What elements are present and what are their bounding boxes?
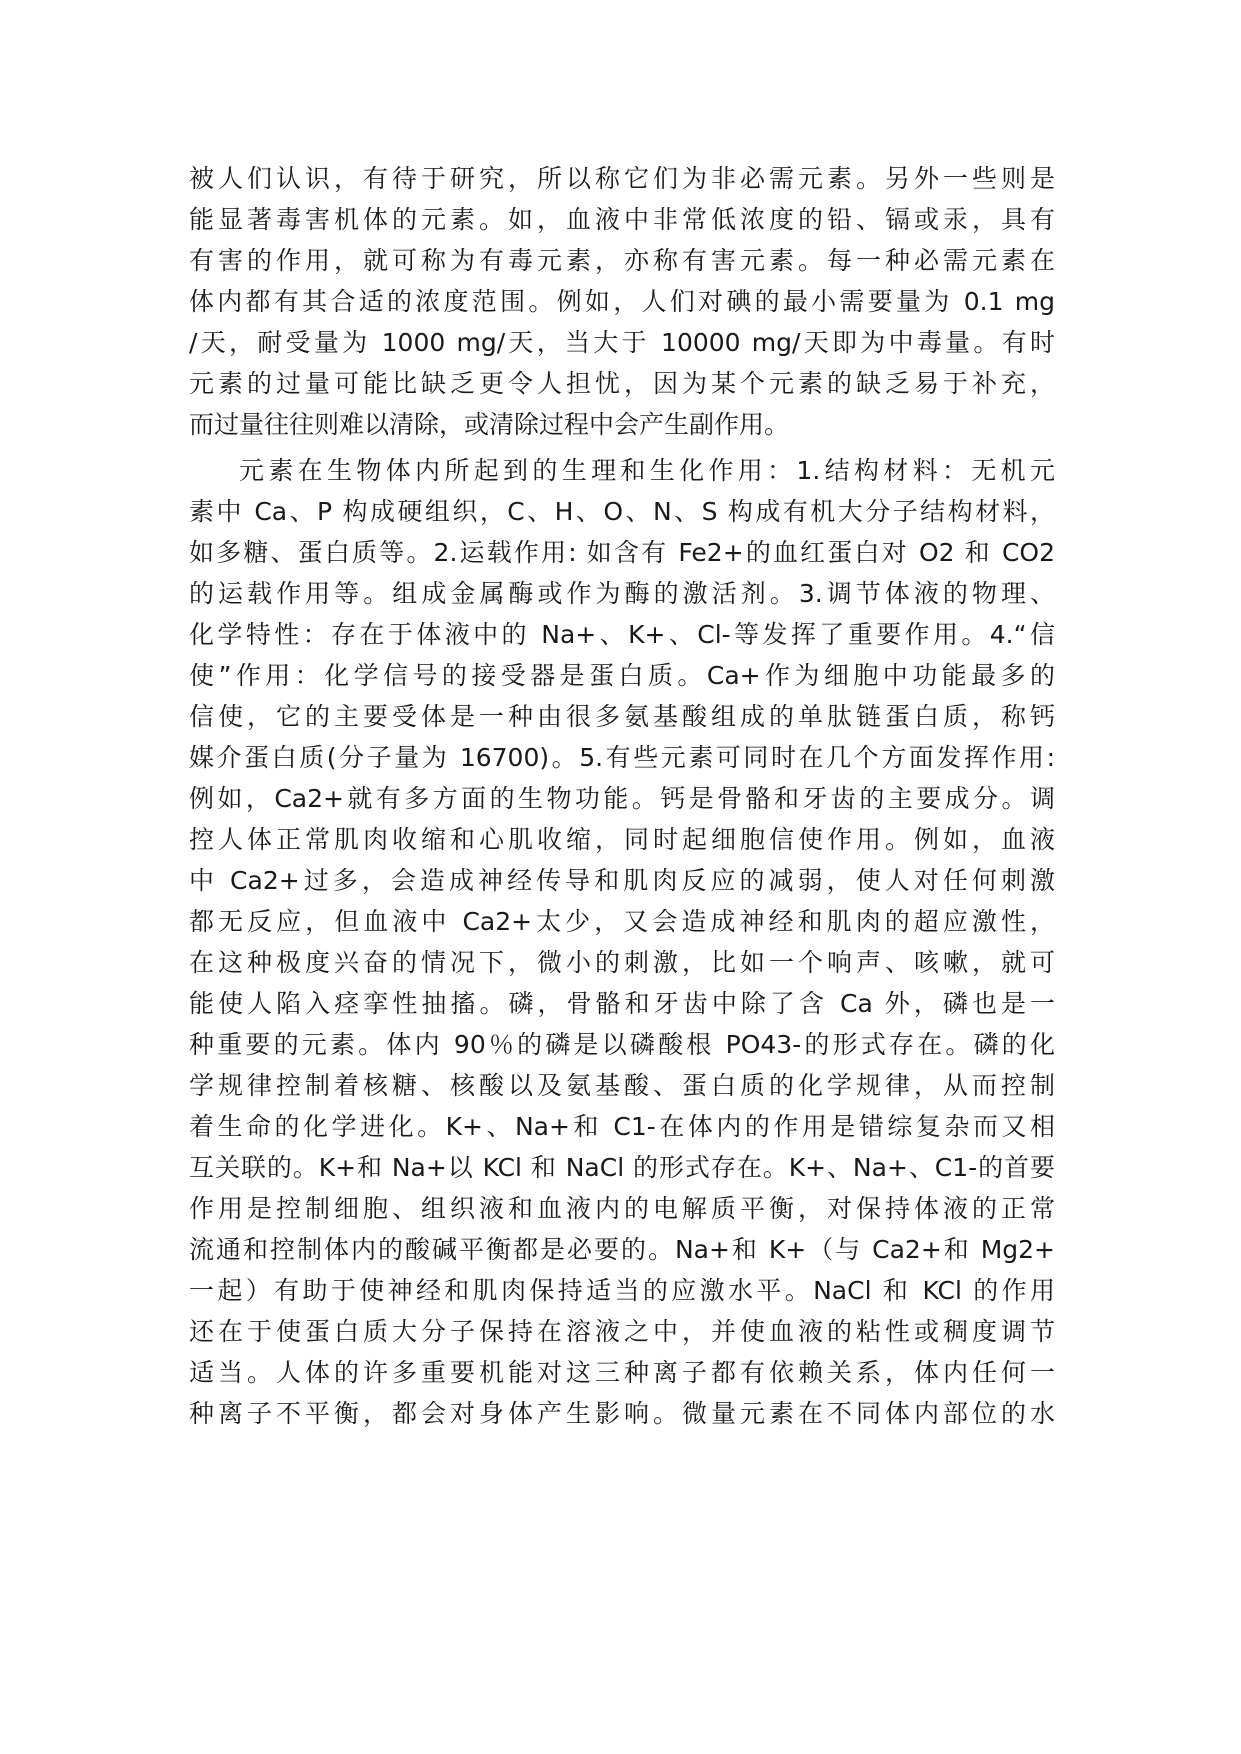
text-line: 种重要的元素。体内 90％的磷是以磷酸根 PO43-的形式存在。磷的化 bbox=[189, 1030, 1055, 1059]
text-line: /天，耐受量为 1000 mg/天，当大于 10000 mg/天即为中毒量。有时 bbox=[189, 328, 1055, 357]
text-line: 的运载作用等。组成金属酶或作为酶的激活剂。3.调节体液的物理、 bbox=[189, 579, 1055, 608]
text-line: 媒介蛋白质(分子量为 16700)。5.有些元素可同时在几个方面发挥作用: bbox=[189, 743, 1055, 772]
text-line: 例如，Ca2+就有多方面的生物功能。钙是骨骼和牙齿的主要成分。调 bbox=[189, 784, 1055, 813]
paragraph-1 bbox=[189, 158, 1055, 445]
text-line: 而过量往往则难以清除，或清除过程中会产生副作用。 bbox=[189, 410, 790, 439]
text-line: 作用是控制细胞、组织液和血液内的电解质平衡，对保持体液的正常 bbox=[189, 1194, 1055, 1223]
text-line: 素中 Ca、P 构成硬组织，C、H、O、N、S 构成有机大分子结构材料， bbox=[189, 497, 1055, 526]
text-line: 信使，它的主要受体是一种由很多氨基酸组成的单肽链蛋白质，称钙 bbox=[189, 702, 1055, 731]
text-line: 控人体正常肌肉收缩和心肌收缩，同时起细胞信使作用。例如，血液 bbox=[189, 825, 1055, 854]
body-text bbox=[189, 158, 1055, 1434]
text-line: 都无反应，但血液中 Ca2+太少，又会造成神经和肌肉的超应激性， bbox=[189, 907, 1055, 936]
text-line: 中 Ca2+过多，会造成神经传导和肌肉反应的减弱，使人对任何刺激 bbox=[189, 866, 1055, 895]
text-line: 元素在生物体内所起到的生理和生化作用：1.结构材料：无机元 bbox=[239, 456, 1055, 485]
text-line: 还在于使蛋白质大分子保持在溶液之中，并使血液的粘性或稠度调节 bbox=[189, 1317, 1055, 1346]
text-line: 在这种极度兴奋的情况下，微小的刺激，比如一个响声、咳嗽，就可 bbox=[189, 948, 1055, 977]
paragraph-2 bbox=[189, 450, 1055, 1434]
text-line: 化学特性：存在于体液中的 Na+、K+、Cl-等发挥了重要作用。4.“信 bbox=[189, 620, 1055, 649]
text-line: 能显著毒害机体的元素。如，血液中非常低浓度的铅、镉或汞，具有 bbox=[189, 205, 1055, 234]
text-line: 体内都有其合适的浓度范围。例如，人们对碘的最小需要量为 0.1 mg bbox=[189, 287, 1055, 316]
text-line: 使”作用：化学信号的接受器是蛋白质。Ca+作为细胞中功能最多的 bbox=[189, 661, 1055, 690]
text-line: 种离子不平衡，都会对身体产生影响。微量元素在不同体内部位的水 bbox=[189, 1399, 1055, 1428]
text-line: 能使人陷入痉挛性抽搐。磷，骨骼和牙齿中除了含 Ca 外，磷也是一 bbox=[189, 989, 1055, 1018]
text-line: 元素的过量可能比缺乏更令人担忧，因为某个元素的缺乏易于补充， bbox=[189, 369, 1055, 398]
text-line: 互关联的。K+和 Na+以 KCl 和 NaCl 的形式存在。K+、Na+、C1-的首要 bbox=[189, 1153, 1055, 1182]
text-line: 学规律控制着核糖、核酸以及氨基酸、蛋白质的化学规律，从而控制 bbox=[189, 1071, 1055, 1100]
text-line: 着生命的化学进化。K+、Na+和 C1-在体内的作用是错综复杂而又相 bbox=[189, 1112, 1055, 1141]
text-line: 一起）有助于使神经和肌肉保持适当的应激水平。NaCl 和 KCl 的作用 bbox=[189, 1276, 1055, 1305]
text-line: 被人们认识，有待于研究，所以称它们为非必需元素。另外一些则是 bbox=[189, 164, 1055, 193]
text-line: 流通和控制体内的酸碱平衡都是必要的。Na+和 K+（与 Ca2+和 Mg2+ bbox=[189, 1235, 1055, 1264]
text-line: 如多糖、蛋白质等。2.运载作用: 如含有 Fe2+的血红蛋白对 O2 和 CO2 bbox=[189, 538, 1055, 567]
text-line: 有害的作用，就可称为有毒元素，亦称有害元素。每一种必需元素在 bbox=[189, 246, 1055, 275]
text-line: 适当。人体的许多重要机能对这三种离子都有依赖关系，体内任何一 bbox=[189, 1358, 1055, 1387]
